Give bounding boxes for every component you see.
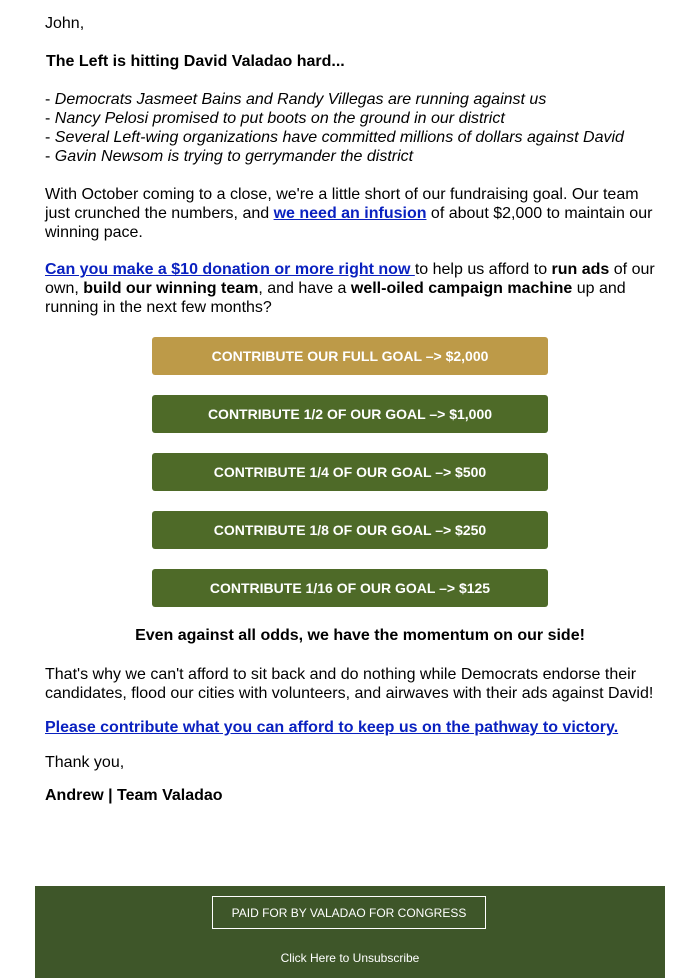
email-body: [45, 14, 665, 805]
bullet-list: [45, 90, 665, 166]
signature: Andrew | Team Valadao: [45, 787, 223, 804]
cta-paragraph: [45, 718, 665, 737]
bullet-item: - Democrats Jasmeet Bains and Randy Villegas are running against us: [45, 91, 547, 108]
contribute-2000-button[interactable]: CONTRIBUTE OUR FULL GOAL –> $2,000: [152, 337, 548, 375]
paid-for-disclaimer: PAID FOR BY VALADAO FOR CONGRESS: [212, 896, 486, 929]
unsubscribe-link[interactable]: Click Here to Unsubscribe: [280, 951, 420, 965]
footer: [35, 886, 665, 978]
contribute-1000-button[interactable]: CONTRIBUTE 1/2 OF OUR GOAL –> $1,000: [152, 395, 548, 433]
donation-paragraph: Can you make a $10 donation or more right now to help us afford to run ads of our own, build our winning team, and have a well-oiled campaign machine up and running in the next few months?: [45, 261, 655, 316]
infusion-link[interactable]: we need an infusion: [273, 205, 427, 222]
fundraising-paragraph: With October coming to a close, we're a little short of our fundraising goal. Our team just crunched the numbers, and we need an infusion of about $2,000 to maintain our winning pace.: [45, 186, 653, 241]
thanks-line: Thank you,: [45, 754, 125, 771]
contribute-125-button[interactable]: CONTRIBUTE 1/16 OF OUR GOAL –> $125: [152, 569, 548, 607]
headline: The Left is hitting David Valadao hard...: [46, 53, 345, 70]
bullet-item: - Nancy Pelosi promised to put boots on the ground in our district: [45, 110, 505, 127]
bullet-item: - Gavin Newsom is trying to gerrymander the district: [45, 148, 414, 165]
momentum-statement: Even against all odds, we have the momentum on our side!: [135, 627, 585, 644]
contribute-link[interactable]: Please contribute what you can afford to keep us on the pathway to victory.: [45, 719, 619, 736]
closing-paragraph: That's why we can't afford to sit back and do nothing while Democrats endorse their candidates, flood our cities with volunteers, and airwaves with their ads against David!: [45, 666, 654, 702]
bullet-item: - Several Left-wing organizations have committed millions of dollars against David: [45, 129, 624, 146]
contribution-buttons: [45, 337, 665, 607]
contribute-250-button[interactable]: CONTRIBUTE 1/8 OF OUR GOAL –> $250: [152, 511, 548, 549]
greeting: John,: [45, 15, 85, 32]
contribute-500-button[interactable]: CONTRIBUTE 1/4 OF OUR GOAL –> $500: [152, 453, 548, 491]
donate-10-link[interactable]: Can you make a $10 donation or more right now: [45, 261, 415, 278]
